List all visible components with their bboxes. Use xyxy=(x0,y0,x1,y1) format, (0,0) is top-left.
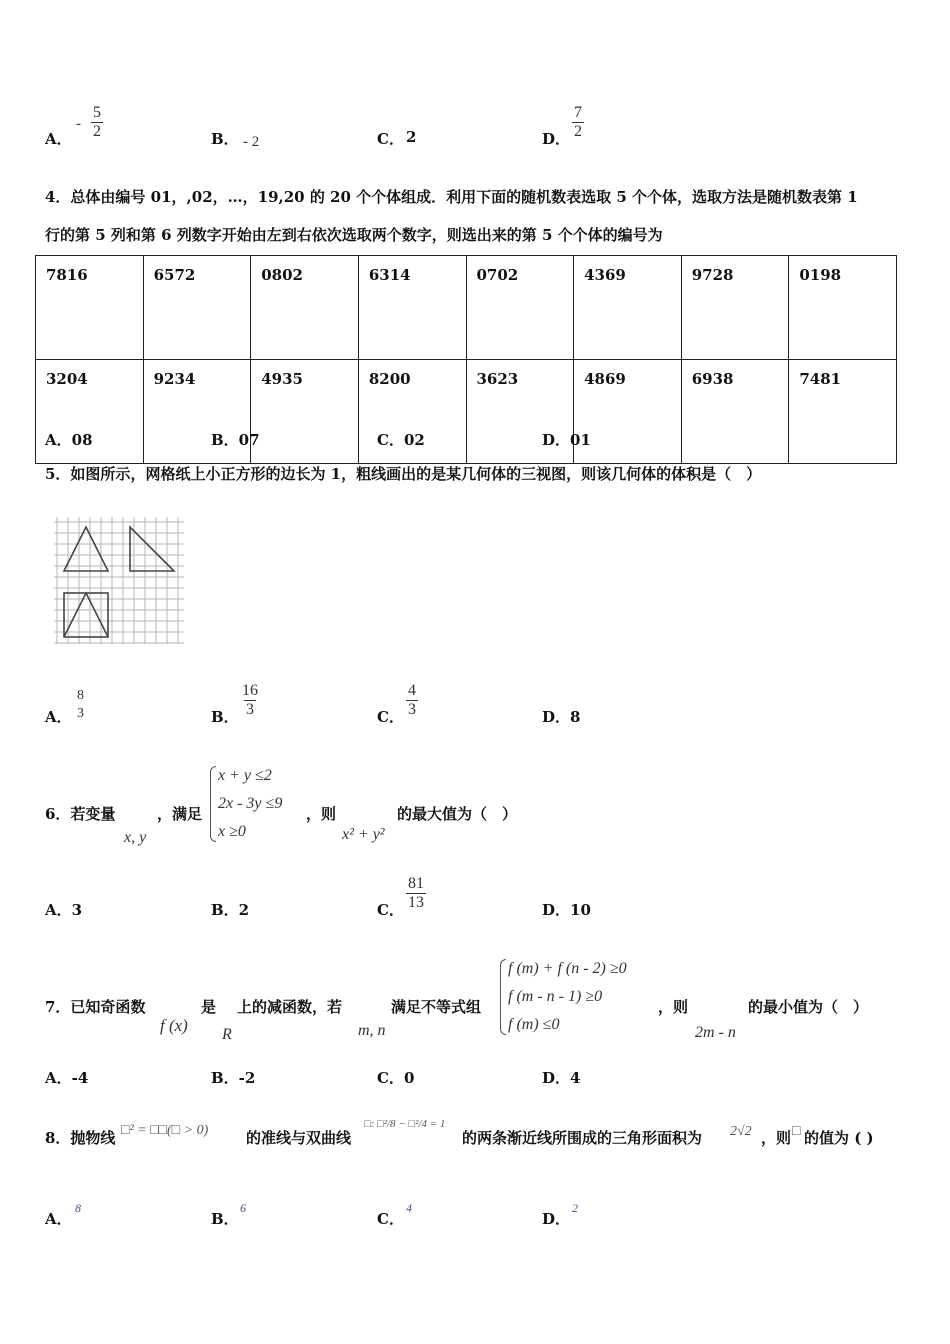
q7-option-b: B．-2 xyxy=(211,1069,256,1087)
table-row xyxy=(36,360,897,464)
q5-c-denominator: 3 xyxy=(408,701,416,718)
q8-option-b-value: 6 xyxy=(240,1201,246,1215)
q7-inequality-1: f (m) + f (n - 2) ≥0 xyxy=(508,960,627,977)
q4-text-line2: 行的第 5 列和第 6 列数字开始由左到右依次选取两个数字，则选出来的第 5 个个体的编号为 xyxy=(45,226,663,244)
q7-vars: m, n xyxy=(358,1022,386,1039)
q3-option-a-fraction xyxy=(91,104,103,141)
table-cell: 9234 xyxy=(143,360,251,464)
q8-area: 2√2 xyxy=(730,1124,752,1139)
q6-option-a: A．3 xyxy=(45,901,83,919)
q6-constraint-system xyxy=(218,762,282,846)
q6-text-part3: ，则 xyxy=(306,805,337,823)
q5-text: 5．如图所示，网格纸上小正方形的边长为 1，粗线画出的是某几何体的三视图，则该几何体的体积是（ ） xyxy=(45,465,762,483)
q6-c-denominator: 13 xyxy=(408,894,424,911)
q3-option-a-sign: - xyxy=(76,116,81,132)
q8-unknown: □ xyxy=(792,1124,801,1139)
q8-option-a-label: A． xyxy=(45,1210,72,1228)
q6-text-part4: 的最大值为（ ） xyxy=(397,805,518,823)
q7-option-a: A．-4 xyxy=(45,1069,89,1087)
q4-option-c: C．02 xyxy=(377,431,425,449)
q8-text-part4: ，则 xyxy=(761,1129,792,1147)
q8-option-d-value: 2 xyxy=(572,1201,578,1215)
q8-option-c-value: 4 xyxy=(406,1201,412,1215)
random-number-table xyxy=(35,255,897,464)
q7-expression: 2m - n xyxy=(695,1024,736,1041)
q3-option-c-value: 2 xyxy=(406,128,417,146)
table-cell: 3623 xyxy=(466,360,574,464)
q7-inequality-3: f (m) ≤0 xyxy=(508,1016,560,1033)
table-cell: 7481 xyxy=(789,360,897,464)
q5-option-a-fraction xyxy=(75,687,86,723)
q8-hyperbola: □: □²/8 − □²/4 = 1 xyxy=(364,1118,446,1130)
q7-text-part2: 是 xyxy=(201,998,217,1016)
q3-a-numerator: 5 xyxy=(93,104,101,121)
q6-text-part2: ，满足 xyxy=(157,805,203,823)
q8-text-part2: 的准线与双曲线 xyxy=(246,1129,352,1147)
q4-option-b: B．07 xyxy=(211,431,260,449)
q5-option-a-label: A． xyxy=(45,708,72,726)
q3-option-b-value: - 2 xyxy=(243,134,260,150)
q5-option-b-fraction xyxy=(240,682,260,719)
table-cell: 6314 xyxy=(358,256,466,360)
q5-a-denominator: 3 xyxy=(77,706,84,721)
q7-text-part1: 7．已知奇函数 xyxy=(45,998,146,1016)
q5-b-denominator: 3 xyxy=(246,701,254,718)
q5-c-numerator: 4 xyxy=(408,682,416,699)
q8-option-c-label: C． xyxy=(377,1210,404,1228)
q6-c-numerator: 81 xyxy=(408,875,424,892)
q7-inequality-system xyxy=(508,955,627,1039)
q3-option-a-label: A． xyxy=(45,130,72,148)
q5-option-d: D．8 xyxy=(542,708,581,726)
table-cell: 6938 xyxy=(681,360,789,464)
q3-d-numerator: 7 xyxy=(574,104,582,121)
table-cell: 0198 xyxy=(789,256,897,360)
q8-text-part6: 的值为 ( ) xyxy=(804,1129,874,1147)
q6-option-b: B．2 xyxy=(211,901,250,919)
q7-text-part4: 满足不等式组 xyxy=(391,998,482,1016)
q7-option-d: D．4 xyxy=(542,1069,581,1087)
table-cell: 7816 xyxy=(36,256,144,360)
q8-parabola: □² = □□(□ > 0) xyxy=(121,1123,209,1138)
table-cell: 9728 xyxy=(681,256,789,360)
q7-option-c: C．0 xyxy=(377,1069,415,1087)
q6-constraint-2: 2x - 3y ≤9 xyxy=(218,795,283,812)
q6-option-c-fraction xyxy=(406,875,426,912)
q6-vars: x, y xyxy=(124,829,147,846)
q4-option-d: D．01 xyxy=(542,431,591,449)
q7-inequality-2: f (m - n - 1) ≥0 xyxy=(508,988,603,1005)
q7-function: f (x) xyxy=(160,1016,188,1035)
q3-option-b-label: B． xyxy=(211,130,239,148)
table-cell: 4935 xyxy=(251,360,359,464)
q8-option-b-label: B． xyxy=(211,1210,239,1228)
q8-option-a-value: 8 xyxy=(75,1201,81,1215)
table-cell: 8200 xyxy=(358,360,466,464)
q7-text-part3: 上的减函数，若 xyxy=(237,998,343,1016)
q5-option-c-label: C． xyxy=(377,708,404,726)
q3-a-denominator: 2 xyxy=(93,123,101,140)
q3-d-denominator: 2 xyxy=(574,123,582,140)
q6-constraint-3: x ≥0 xyxy=(218,823,246,840)
q8-text-part3: 的两条渐近线所围成的三角形面积为 xyxy=(462,1129,703,1147)
q6-expression: x² + y² xyxy=(342,826,385,843)
table-cell: 0802 xyxy=(251,256,359,360)
table-cell: 3204 xyxy=(36,360,144,464)
q5-a-numerator: 8 xyxy=(77,688,84,703)
table-cell: 4869 xyxy=(574,360,682,464)
grid-lines xyxy=(54,517,184,644)
q5-b-numerator: 16 xyxy=(242,682,258,699)
q4-option-a: A．08 xyxy=(45,431,93,449)
table-cell: 0702 xyxy=(466,256,574,360)
q5-option-c-fraction xyxy=(406,682,418,719)
table-cell: 4369 xyxy=(574,256,682,360)
q7-text-part5: ，则 xyxy=(658,998,689,1016)
table-cell: 6572 xyxy=(143,256,251,360)
q6-option-c-label: C． xyxy=(377,901,404,919)
q3-option-c-label: C． xyxy=(377,130,404,148)
q6-text-part1: 6．若变量 xyxy=(45,805,116,823)
q7-text-part6: 的最小值为（ ） xyxy=(748,998,869,1016)
q8-option-d-label: D． xyxy=(542,1210,571,1228)
q3-option-d-label: D． xyxy=(542,130,571,148)
q6-option-d: D．10 xyxy=(542,901,591,919)
q6-constraint-1: x + y ≤2 xyxy=(218,767,272,784)
q4-text-line1: 4．总体由编号 01，,02，…，19,20 的 20 个个体组成．利用下面的随机数表选取 5 个个体，选取方法是随机数表第 1 xyxy=(45,188,858,206)
q8-text-part1: 8．抛物线 xyxy=(45,1129,116,1147)
three-view-diagram xyxy=(52,514,188,648)
table-row xyxy=(36,256,897,360)
q5-option-b-label: B． xyxy=(211,708,239,726)
q7-domain: R xyxy=(222,1026,232,1043)
q3-option-d-fraction xyxy=(572,104,584,141)
